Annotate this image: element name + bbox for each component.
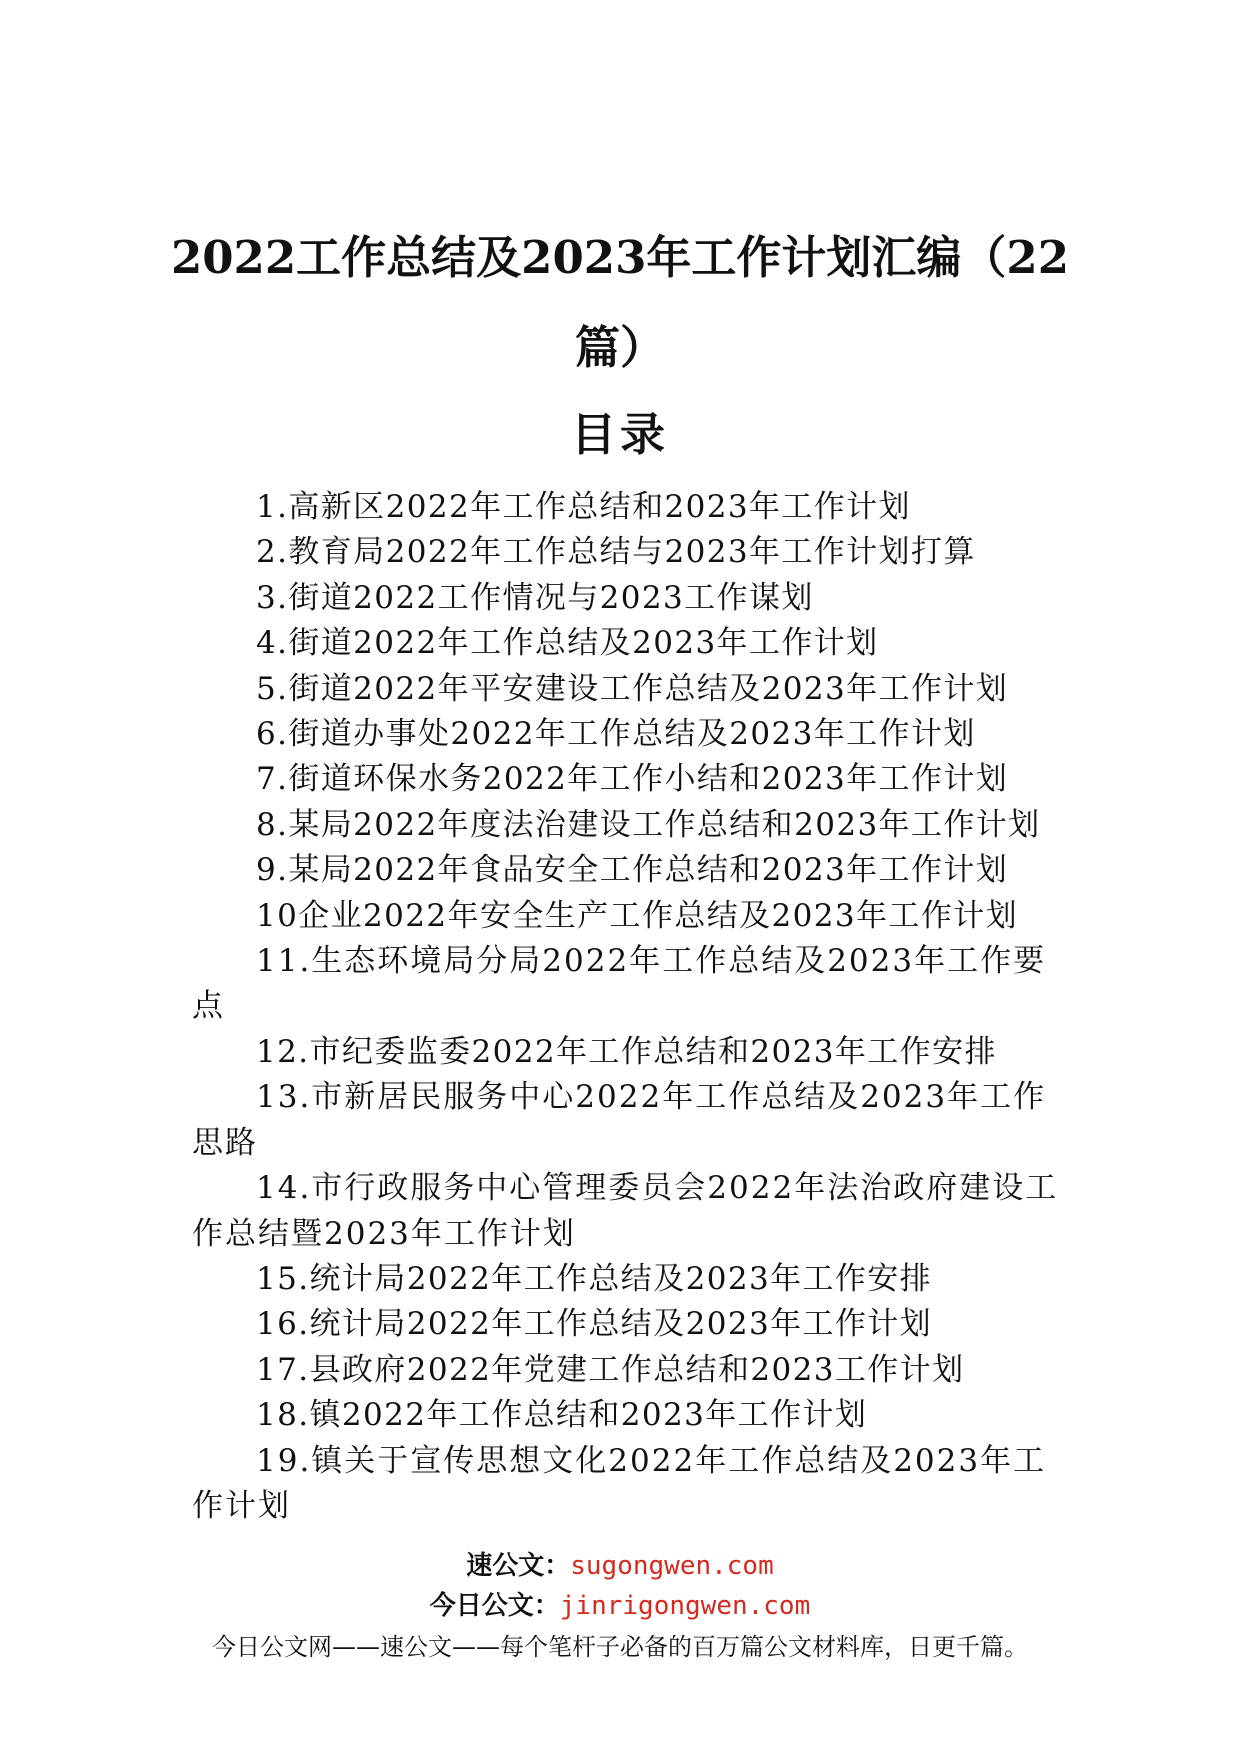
toc-item: 13.市新居民服务中心2022年工作总结及2023年工作思路 [192,1079,1047,1161]
footer-label-jinrigongwen: 今日公文： [429,1591,560,1621]
footer-label-sugongwen: 速公文： [466,1551,571,1581]
toc-item: 9.某局2022年食品安全工作总结和2023年工作计划 [256,852,1009,889]
toc-item: 10企业2022年安全生产工作总结及2023年工作计划 [256,897,1019,934]
toc-item: 8.某局2022年度法治建设工作总结和2023年工作计划 [256,806,1041,843]
toc-item: 4.街道2022年工作总结及2023年工作计划 [256,625,879,662]
toc-heading: 目录 [570,408,669,461]
toc-item: 15.统计局2022年工作总结及2023年工作安排 [256,1260,933,1297]
toc-item: 3.街道2022工作情况与2023工作谋划 [256,579,814,616]
toc-item: 18.镇2022年工作总结和2023年工作计划 [256,1397,868,1434]
footer-link-jinrigongwen[interactable]: jinrigongwen.com [559,1591,811,1621]
document-title-line-1: 2022工作总结及2023年工作计划汇编（22 [170,231,1070,284]
toc-item: 14.市行政服务中心管理委员会2022年法治政府建设工作总结暨2023年工作计划 [192,1170,1059,1252]
toc-item: 16.统计局2022年工作总结及2023年工作计划 [256,1306,933,1343]
footer-sugongwen [0,1553,1240,1579]
table-of-contents [192,485,1060,1529]
footer-jinrigongwen [0,1593,1240,1619]
footer-link-sugongwen[interactable]: sugongwen.com [570,1551,774,1581]
toc-item: 2.教育局2022年工作总结与2023年工作计划打算 [256,534,976,571]
toc-item: 12.市纪委监委2022年工作总结和2023年工作安排 [256,1033,997,1070]
toc-item: 7.街道环保水务2022年工作小结和2023年工作计划 [256,761,1009,798]
toc-item: 17.县政府2022年党建工作总结和2023工作计划 [256,1351,965,1388]
toc-item: 6.街道办事处2022年工作总结及2023年工作计划 [256,716,976,753]
toc-item: 19.镇关于宣传思想文化2022年工作总结及2023年工作计划 [192,1442,1047,1524]
toc-item: 5.街道2022年平安建设工作总结及2023年工作计划 [256,670,1009,707]
toc-item: 1.高新区2022年工作总结和2023年工作计划 [256,489,911,525]
document-title-line-2: 篇） [574,321,665,374]
toc-item: 11.生态环境局分局2022年工作总结及2023年工作要点 [192,943,1047,1025]
footer-slogan: 今日公文网——速公文——每个笔杆子必备的百万篇公文材料库，日更千篇。 [212,1633,1028,1661]
